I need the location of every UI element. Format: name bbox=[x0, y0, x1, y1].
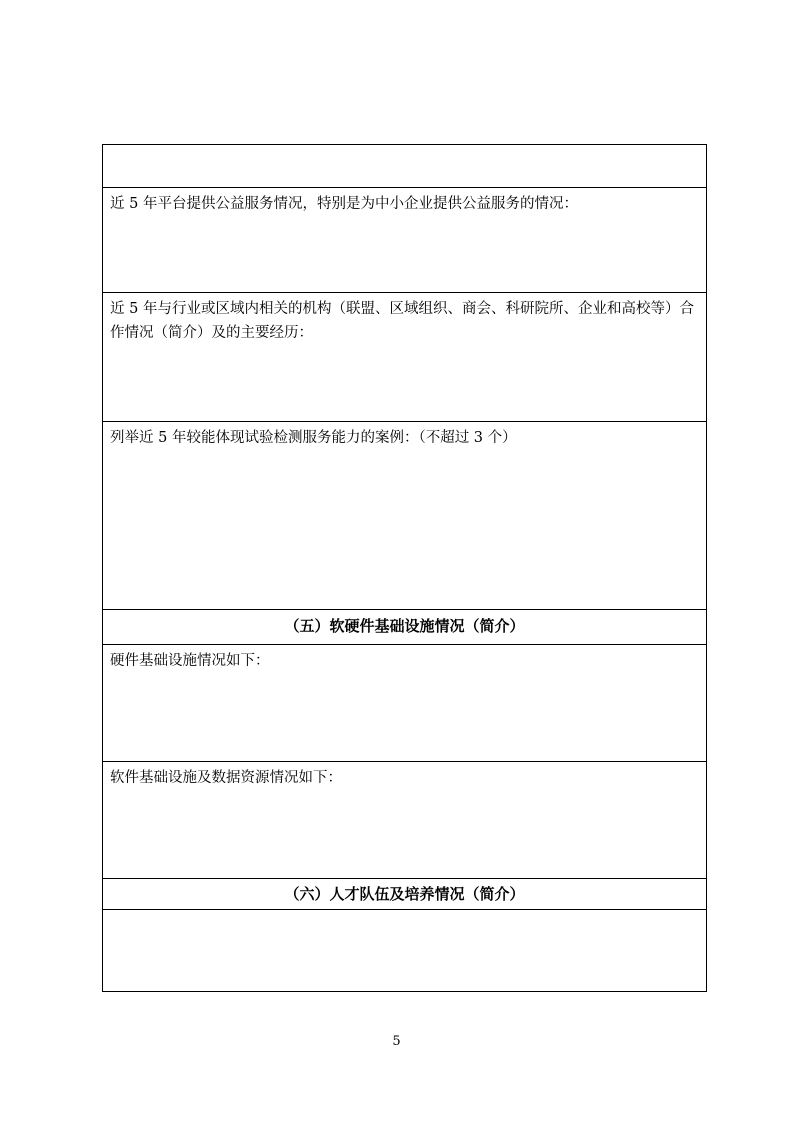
table-row-blank-bottom bbox=[103, 909, 706, 991]
section-heading-text: （六）人才队伍及培养情况（简介） bbox=[284, 885, 525, 903]
table-row-cooperation bbox=[103, 292, 706, 421]
table-row-text: 硬件基础设施情况如下： bbox=[110, 653, 270, 669]
section-heading-infrastructure bbox=[103, 609, 706, 644]
table-row-software bbox=[103, 761, 706, 878]
form-table bbox=[102, 144, 707, 992]
section-heading-text: （五）软硬件基础设施情况（简介） bbox=[284, 617, 525, 635]
table-row-cases bbox=[103, 421, 706, 609]
section-heading-talent bbox=[103, 878, 706, 909]
page-number: 5 bbox=[392, 1034, 401, 1049]
table-row-public-service bbox=[103, 187, 706, 292]
table-row-hardware bbox=[103, 644, 706, 761]
table-row-text: 近 5 年平台提供公益服务情况，特别是为中小企业提供公益服务的情况： bbox=[110, 196, 578, 212]
table-row-text: 列举近 5 年较能体现试验检测服务能力的案例：（不超过 3 个） bbox=[110, 430, 517, 446]
table-row-text: 近 5 年与行业或区域内相关的机构（联盟、区域组织、商会、科研院所、企业和高校等）合作情况（简介）及的主要经历： bbox=[110, 301, 694, 341]
table-row-text: 软件基础设施及数据资源情况如下： bbox=[110, 770, 342, 786]
table-row-blank-top bbox=[103, 145, 706, 187]
